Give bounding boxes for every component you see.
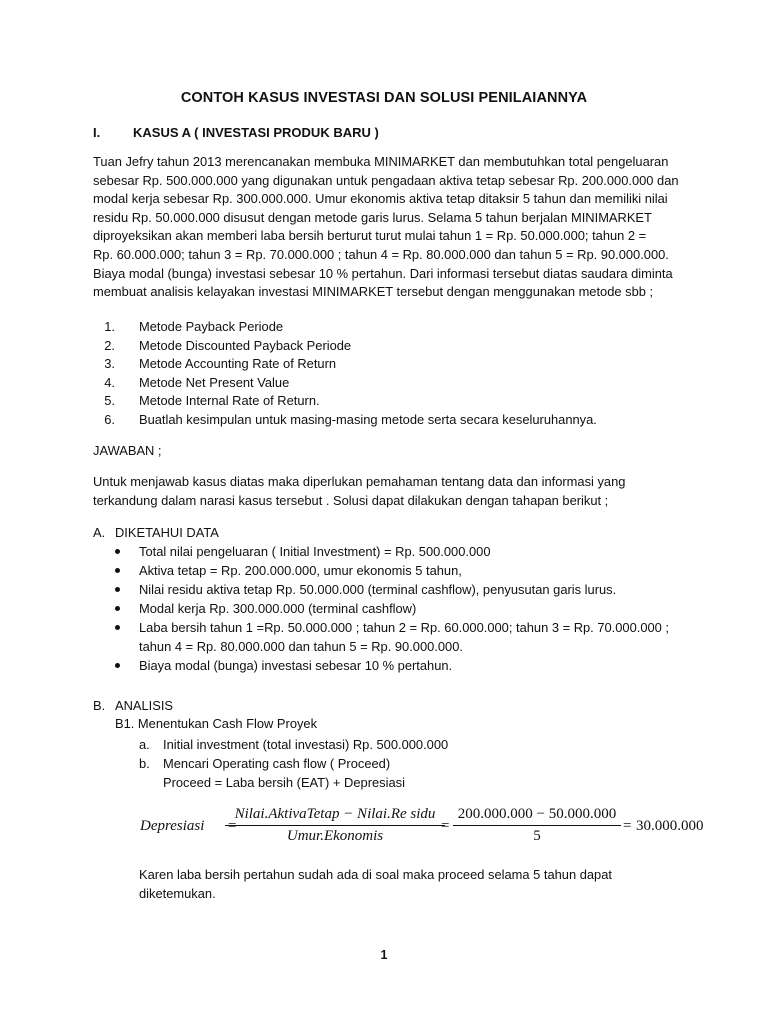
formula-lhs: Depresiasi <box>140 818 205 834</box>
method-text: Metode Accounting Rate of Return <box>139 356 337 372</box>
method-number: 6. <box>104 411 115 427</box>
b1-item <box>139 754 448 792</box>
text-line: membuat analisis kelayakan investasi MINIMARKET tersebut dengan menggunakan metode sbb ; <box>93 284 654 300</box>
known-data-item <box>115 580 669 599</box>
method-item <box>93 411 597 430</box>
text-line: Tuan Jefry tahun 2013 merencanakan membuka MINIMARKET dan membutuhkan total pengeluaran <box>93 154 669 169</box>
method-text: Metode Net Present Value <box>139 374 290 390</box>
part-b-number: B. <box>93 698 106 713</box>
known-data-text: Total nilai pengeluaran ( Initial Investment) = Rp. 500.000.000 <box>139 544 491 559</box>
b1-heading: B1. Menentukan Cash Flow Proyek <box>115 716 318 731</box>
answer-intro <box>93 473 683 510</box>
bullet-icon <box>115 663 120 668</box>
known-data-text: Nilai residu aktiva tetap Rp. 50.000.000 (terminal cashflow), penyusutan garis lurus. <box>139 582 617 597</box>
part-a-label: DIKETAHUI DATA <box>115 525 219 540</box>
formula-fraction-symbolic <box>225 806 445 845</box>
known-data-item <box>115 599 669 618</box>
known-data-item <box>115 656 669 675</box>
known-data-text: Biaya modal (bunga) investasi sebesar 10 % pertahun. <box>139 658 453 673</box>
formula-equals: = <box>228 818 237 834</box>
method-number: 4. <box>104 374 115 390</box>
depreciation-formula <box>140 806 720 856</box>
known-data-item <box>115 618 669 656</box>
section-number: I. <box>93 125 101 140</box>
jawaban-label: JAWABAN ; <box>93 443 162 458</box>
part-a-number: A. <box>93 525 106 540</box>
formula-numerator-symbolic: Nilai.AktivaTetap − Nilai.Re sidu <box>225 806 445 826</box>
part-a-heading <box>93 525 219 540</box>
bullet-icon <box>115 625 120 630</box>
method-text: Buatlah kesimpulan untuk masing-masing metode serta secara keseluruhannya. <box>139 411 597 427</box>
known-data-text: tahun 4 = Rp. 80.000.000 dan tahun 5 = Rp. 90.000.000. <box>139 639 463 654</box>
formula-equals-3: = <box>623 818 632 834</box>
text-line: sebesar Rp. 500.000.000 yang digunakan untuk pengadaan aktiva tetap sebesar Rp. 200.000.000 dan <box>93 172 679 188</box>
section-heading <box>93 125 379 140</box>
text-line: Rp. 60.000.000; tahun 3 = Rp. 70.000.000 ; tahun 4 = Rp. 80.000.000 dan tahun 5 = Rp. 90.000.000. <box>93 246 669 262</box>
text-line: modal kerja sebesar Rp. 300.000.000. Umur ekonomis aktiva tetap ditaksir 5 tahun dan memiliki nilai <box>93 191 668 207</box>
section-label: KASUS A ( INVESTASI PRODUK BARU ) <box>133 125 379 140</box>
b1-item-letter: b. <box>139 756 150 771</box>
formula-fraction-numeric <box>453 806 621 845</box>
bullet-icon <box>115 606 120 611</box>
formula-equals-2: = <box>441 818 450 834</box>
formula-denominator-numeric: 5 <box>533 828 541 844</box>
text-line: terkandung dalam narasi kasus tersebut . Solusi dapat dilakukan dengan tahapan berikut ; <box>93 492 609 508</box>
formula-denominator-symbolic: Umur.Ekonomis <box>286 828 384 844</box>
b1-items <box>139 735 448 792</box>
text-line: Untuk menjawab kasus diatas maka diperlukan pemahaman tentang data dan informasi yang <box>93 474 626 489</box>
known-data-text: Aktiva tetap = Rp. 200.000.000, umur ekonomis 5 tahun, <box>139 563 462 578</box>
b1-item <box>139 735 448 754</box>
methods-list <box>93 318 597 430</box>
known-data-item <box>115 542 669 561</box>
known-data-list <box>115 542 669 675</box>
method-item <box>93 392 597 411</box>
method-number: 5. <box>104 393 115 409</box>
text-line: diproyeksikan akan memberi laba bersih berturut turut mulai tahun 1 = Rp. 50.000.000; tahun 2 = <box>93 228 647 244</box>
method-number: 1. <box>104 319 115 334</box>
bullet-icon <box>115 549 120 554</box>
method-text: Metode Discounted Payback Periode <box>139 337 352 353</box>
part-b-label: ANALISIS <box>115 698 174 713</box>
known-data-text: Laba bersih tahun 1 =Rp. 50.000.000 ; tahun 2 = Rp. 60.000.000; tahun 3 = Rp. 70.000.000 ; <box>139 620 670 635</box>
text-line: Biaya modal (bunga) investasi sebesar 10 % pertahun. Dari informasi tersebut diatas saudara diminta <box>93 265 673 281</box>
closing-paragraph <box>139 866 679 903</box>
case-description <box>93 153 683 302</box>
method-number: 3. <box>104 356 115 372</box>
method-item <box>93 318 597 337</box>
part-b-heading <box>93 698 173 713</box>
formula-result: 30.000.000 <box>636 818 704 834</box>
method-item <box>93 355 597 374</box>
b1-item-text: Mencari Operating cash flow ( Proceed) <box>163 756 391 771</box>
b1-item-text: Proceed = Laba bersih (EAT) + Depresiasi <box>163 775 405 790</box>
b1-item-text: Initial investment (total investasi) Rp. 500.000.000 <box>163 737 449 752</box>
method-number: 2. <box>104 337 115 353</box>
known-data-text: Modal kerja Rp. 300.000.000 (terminal cashflow) <box>139 601 417 616</box>
document-title: CONTOH KASUS INVESTASI DAN SOLUSI PENILAIANNYA <box>180 90 588 106</box>
formula-numerator-numeric: 200.000.000 − 50.000.000 <box>453 806 621 826</box>
method-text: Metode Internal Rate of Return. <box>139 393 320 409</box>
method-text: Metode Payback Periode <box>139 319 284 334</box>
text-line: residu Rp. 50.000.000 disusut dengan metode garis lurus. Selama 5 tahun berjalan MINIMARKET <box>93 209 652 225</box>
b1-item-letter: a. <box>139 737 150 752</box>
text-line: diketemukan. <box>139 885 216 901</box>
method-item <box>93 374 597 393</box>
page-number: 1 <box>380 948 388 962</box>
bullet-icon <box>115 587 120 592</box>
text-line: Karen laba bersih pertahun sudah ada di soal maka proceed selama 5 tahun dapat <box>139 867 612 882</box>
bullet-icon <box>115 568 120 573</box>
method-item <box>93 337 597 356</box>
known-data-item <box>115 561 669 580</box>
